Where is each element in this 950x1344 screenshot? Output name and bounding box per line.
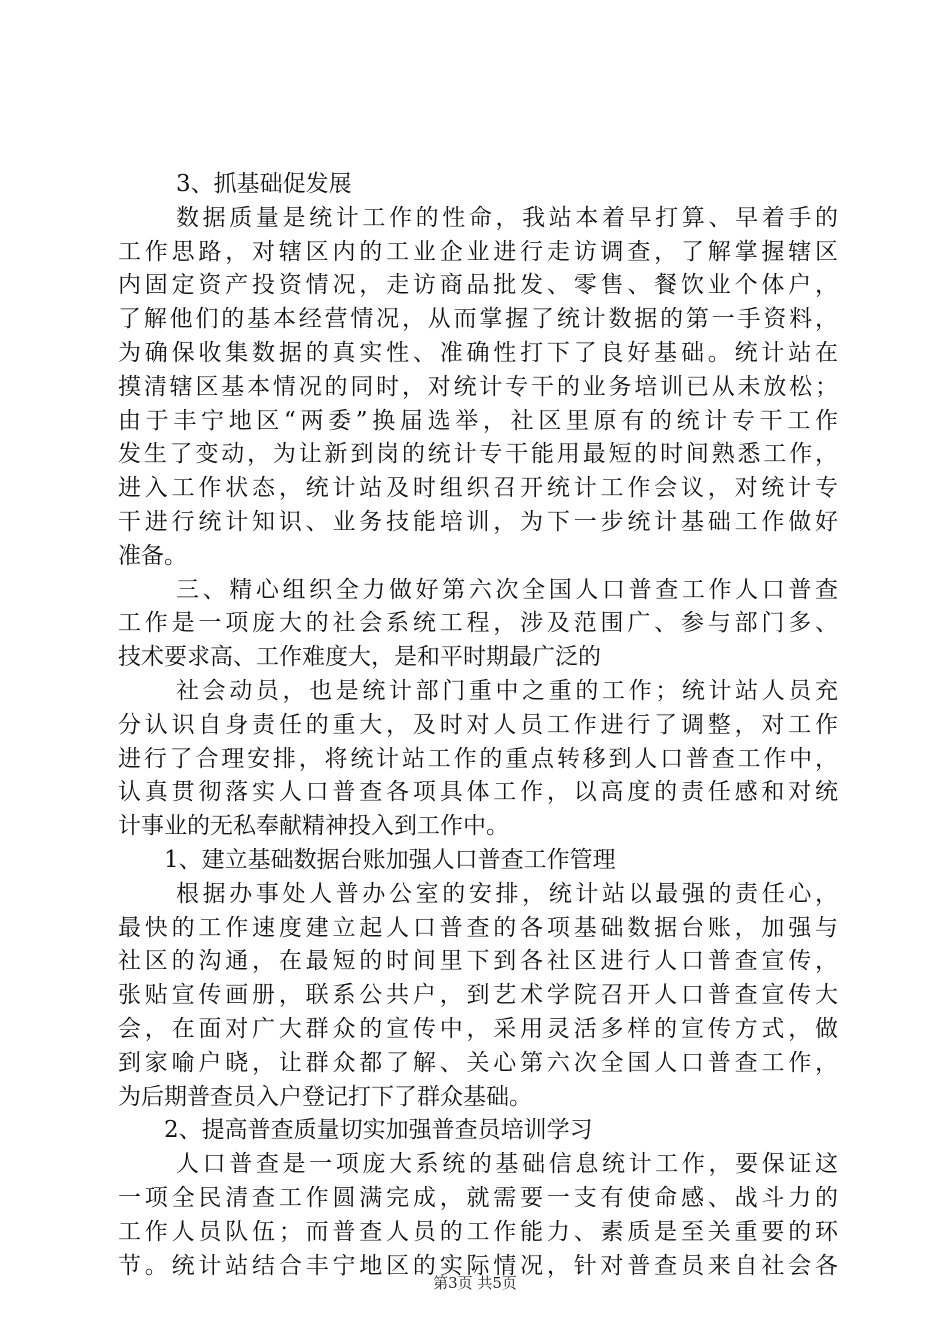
paragraph-line: 计事业的无私奉献精神投入到工作中。 xyxy=(118,813,509,840)
paragraph-line: 张贴宣传画册，联系公共户，到艺术学院召开人口普查宣传大 xyxy=(118,982,838,1009)
paragraph-line: 为确保收集数据的真实性、准确性打下了良好基础。统计站在 xyxy=(118,339,838,366)
section-heading: 3、抓基础促发展 xyxy=(176,171,352,197)
paragraph-line: 最快的工作速度建立起人口普查的各项基础数据台账，加强与 xyxy=(118,914,838,941)
paragraph-line: 会，在面对广大群众的宣传中，采用灵活多样的宣传方式，做 xyxy=(118,1015,838,1042)
paragraph-line: 工作思路，对辖区内的工业企业进行走访调查，了解掌握辖区 xyxy=(118,238,838,265)
paragraph-line: 数据质量是统计工作的性命，我站本着早打算、早着手的 xyxy=(176,204,838,231)
section-heading: 1、建立基础数据台账加强人口普查工作管理 xyxy=(164,846,616,873)
section-heading: 三、精心组织全力做好第六次全国人口普查工作人口普查 xyxy=(176,576,838,603)
paragraph-line: 由于丰宁地区“两委”换届选举，社区里原有的统计专干工作 xyxy=(118,407,838,434)
paragraph-line: 一项全民清查工作圆满完成，就需要一支有使命感、战斗力的 xyxy=(118,1184,838,1211)
paragraph-line: 节。统计站结合丰宁地区的实际情况，针对普查员来自社会各 xyxy=(118,1252,838,1279)
paragraph-line: 到家喻户晓，让群众都了解、关心第六次全国人口普查工作， xyxy=(118,1049,838,1076)
document-body xyxy=(118,168,838,1283)
paragraph-line: 进入工作状态，统计站及时组织召开统计工作会议，对统计专 xyxy=(118,475,838,502)
paragraph-line: 技术要求高、工作难度大，是和平时期最广泛的 xyxy=(118,644,601,671)
paragraph-line: 根据办事处人普办公室的安排，统计站以最强的责任心， xyxy=(176,880,838,907)
paragraph-line: 认真贯彻落实人口普查各项具体工作，以高度的责任感和对统 xyxy=(118,779,838,806)
paragraph-line: 工作是一项庞大的社会系统工程，涉及范围广、参与部门多、 xyxy=(118,610,838,637)
paragraph-line: 干进行统计知识、业务技能培训，为下一步统计基础工作做好 xyxy=(118,508,838,535)
section-heading: 2、提高普查质量切实加强普查员培训学习 xyxy=(164,1117,593,1144)
paragraph-line: 工作人员队伍；而普查人员的工作能力、素质是至关重要的环 xyxy=(118,1218,838,1245)
paragraph-line: 了解他们的基本经营情况，从而掌握了统计数据的第一手资料， xyxy=(118,306,838,333)
paragraph-line: 进行了合理安排，将统计站工作的重点转移到人口普查工作中， xyxy=(118,745,838,772)
paragraph-line: 社会动员，也是统计部门重中之重的工作；统计站人员充 xyxy=(176,677,838,704)
paragraph-line: 内固定资产投资情况，走访商品批发、零售、餐饮业个体户， xyxy=(118,272,838,299)
paragraph-line: 发生了变动，为让新到岗的统计专干能用最短的时间熟悉工作， xyxy=(118,441,838,468)
paragraph-line: 摸清辖区基本情况的同时，对统计专干的业务培训已从未放松； xyxy=(118,373,838,400)
paragraph-line: 准备。 xyxy=(118,542,187,569)
paragraph-line: 为后期普查员入户登记打下了群众基础。 xyxy=(118,1083,532,1110)
page-number-footer: 第3页 共5页 xyxy=(433,1274,517,1292)
paragraph-line: 人口普查是一项庞大系统的基础信息统计工作，要保证这 xyxy=(176,1151,838,1178)
paragraph-line: 社区的沟通，在最短的时间里下到各社区进行人口普查宣传， xyxy=(118,948,838,975)
paragraph-line: 分认识自身责任的重大，及时对人员工作进行了调整，对工作 xyxy=(118,711,838,738)
